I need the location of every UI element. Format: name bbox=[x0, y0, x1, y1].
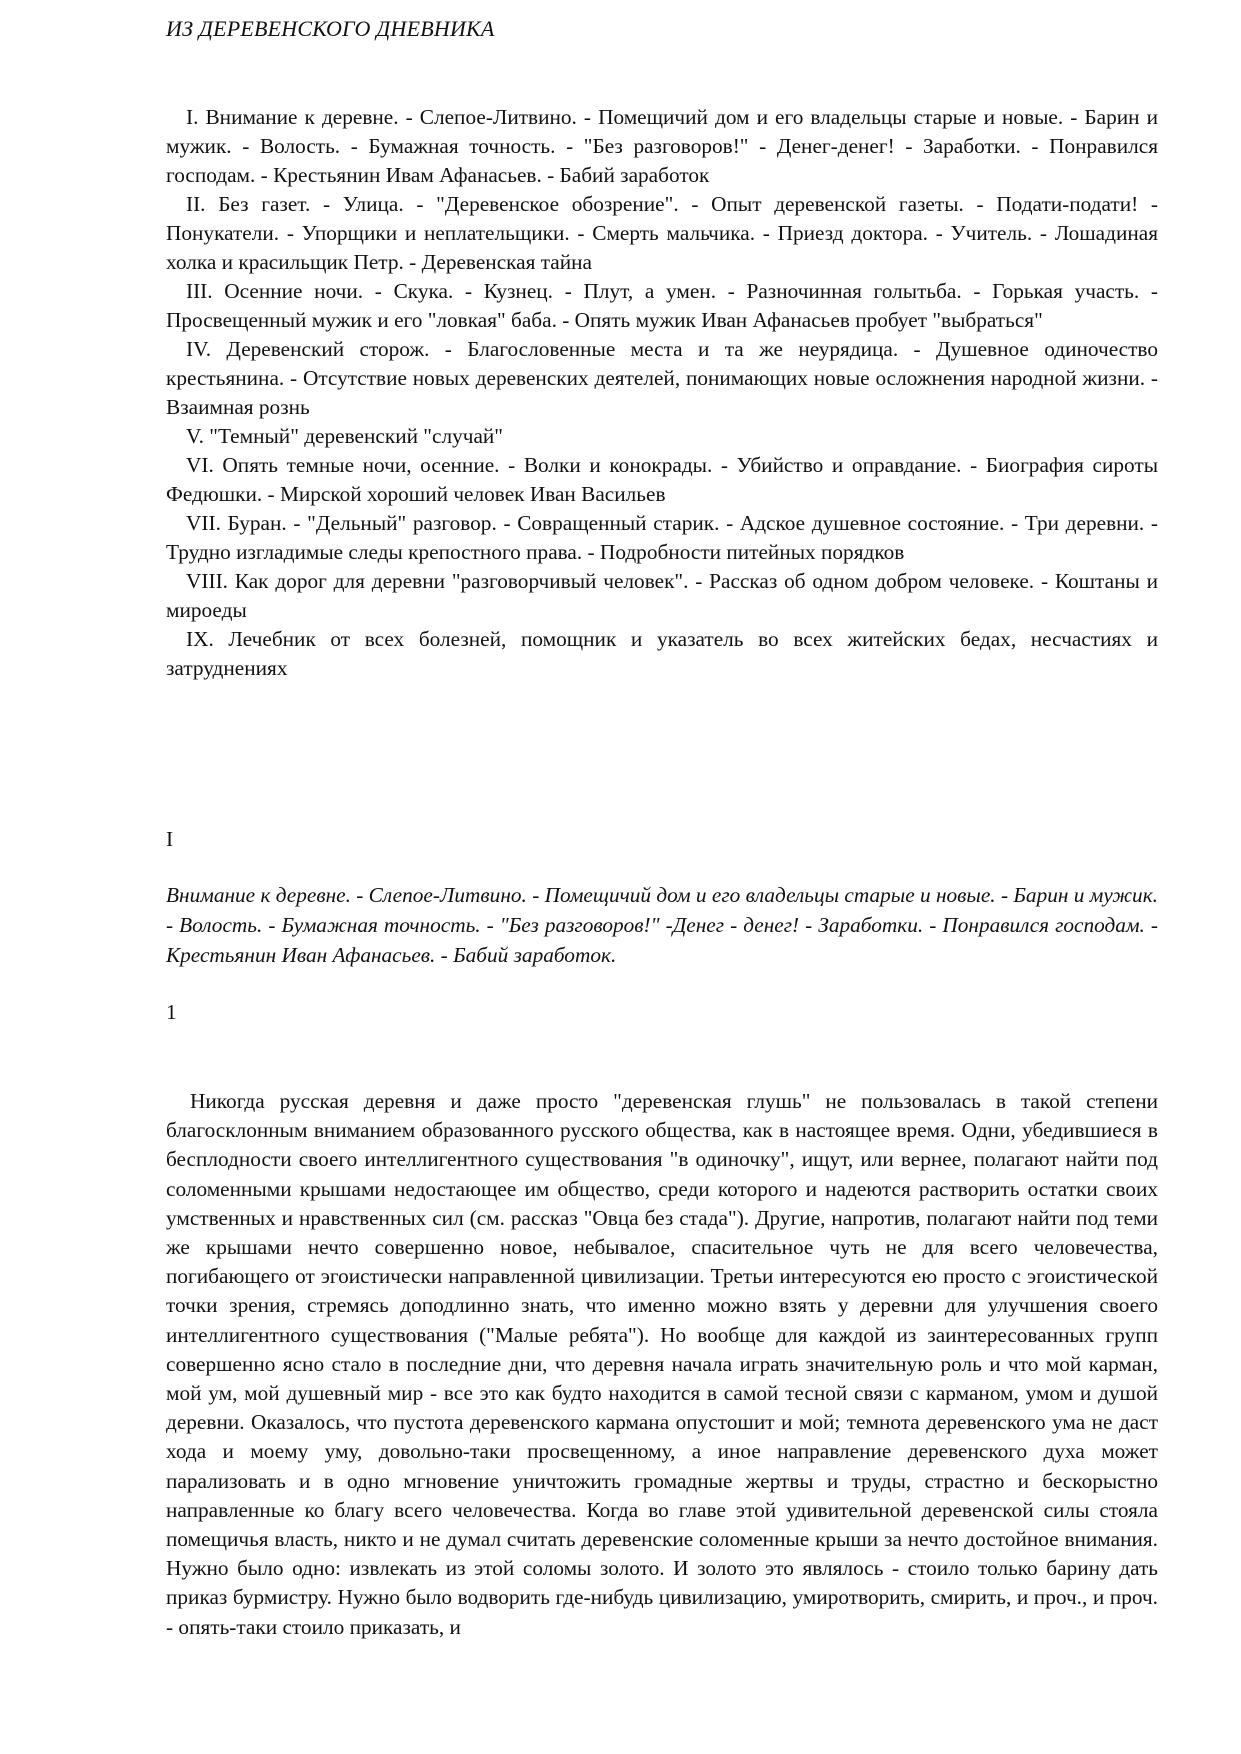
contents-entry-3: III. Осенние ночи. - Скука. - Кузнец. - Плут, а умен. - Разночинная голытьба. - Горькая участь. - Просвещенный мужик и его "ловкая" баба. - Опять мужик Иван Афанасьев пробует "выбраться" bbox=[166, 279, 1158, 332]
contents-entry-8: VIII. Как дорог для деревни "разговорчивый человек". - Рассказ об одном добром человеке. - Коштаны и мироеды bbox=[166, 569, 1158, 622]
chapter-summary: Внимание к деревне. - Слепое-Литвино. - Помещичий дом и его владельцы старые и новые. - Барин и мужик. - Волость. - Бумажная точность. - "Без разговоров!" -Денег - денег! - Заработки. - Понравился господам. - Крестьянин Иван Афанасьев. - Бабий заработок. bbox=[166, 883, 1158, 967]
contents-entry-4: IV. Деревенский сторож. - Благословенные места и та же неурядица. - Душевное одиночество крестьянина. - Отсутствие новых деревенских деятелей, понимающих новые осложнения народной жизни. - Взаимная рознь bbox=[166, 337, 1158, 419]
table-of-contents bbox=[166, 103, 1158, 683]
contents-entry-1: I. Внимание к деревне. - Слепое-Литвино. - Помещичий дом и его владельцы старые и новые. - Барин и мужик. - Волость. - Бумажная точность. - "Без разговоров!" - Денег-денег! - Заработки. - Понравился господам. - Крестьянин Ивам Афанасьев. - Бабий заработок bbox=[166, 105, 1158, 187]
contents-entry-7: VII. Буран. - "Дельный" разговор. - Совращенный старик. - Адское душевное состояние. - Три деревни. - Трудно изгладимые следы крепостного права. - Подробности питейных порядков bbox=[166, 511, 1158, 564]
contents-entry-6: VI. Опять темные ночи, осенние. - Волки и конокрады. - Убийство и оправдание. - Биография сироты Федюшки. - Мирской хороший человек Иван Васильев bbox=[166, 453, 1158, 506]
chapter-number: I bbox=[166, 827, 174, 851]
contents-entry-5: V. "Темный" деревенский "случай" bbox=[186, 424, 503, 448]
document-title: ИЗ ДЕРЕВЕНСКОГО ДНЕВНИКА bbox=[166, 16, 495, 41]
contents-entry-9: IX. Лечебник от всех болезней, помощник и указатель во всех житейских бедах, несчастиях и затруднениях bbox=[166, 627, 1158, 680]
contents-entry-2: II. Без газет. - Улица. - "Деревенское обозрение". - Опыт деревенской газеты. - Подати-подати! - Понукатели. - Упорщики и неплательщики. - Смерть мальчика. - Приезд доктора. - Учитель. - Лошадиная холка и красильщик Петр. - Деревенская тайна bbox=[166, 192, 1158, 274]
section-number: 1 bbox=[166, 1000, 177, 1024]
body-paragraph: Никогда русская деревня и даже просто "деревенская глушь" не пользовалась в такой степени благосклонным вниманием образованного русского общества, как в настоящее время. Одни, убедившиеся в бесплодности своего интеллигентного существования "в одиночку", ищут, или вернее, полагают найти под соломенными крышами недостающее им общество, среди которого и надеются растворить остатки своих умственных и нравственных сил (см. рассказ "Овца без стада"). Другие, напротив, полагают найти под теми же крышами нечто совершенно новое, небывалое, спасительное чуть не для всего человечества, погибающего от эгоистически направленной цивилизации. Третьи интересуются ею просто с эгоистической точки зрения, стремясь доподлинно знать, что именно можно взять у деревни для улучшения своего интеллигентного существования ("Малые ребята"). Но вообще для каждой из заинтересованных групп совершенно ясно стало в последние дни, что деревня начала играть значительную роль и что мой карман, мой ум, мой душевный мир - все это как будто находится в самой тесной связи с карманом, умом и душой деревни. Оказалось, что пустота деревенского кармана опустошит и мой; темнота деревенского ума не даст хода и моему уму, довольно-таки просвещенному, а иное направление деревенского духа может парализовать и в одно мгновение уничтожить громадные жертвы и труды, страстно и бескорыстно направленные ко благу всего человечества. Когда во главе этой удивительной деревенской силы стояла помещичья власть, никто и не думал считать деревенские соломенные крыши за нечто достойное внимания. Нужно было одно: извлекать из этой соломы золото. И золото это являлось - стоило только барину дать приказ бурмистру. Нужно было водворить где-нибудь цивилизацию, умиротворить, смирить, и проч., и проч. - опять-таки стоило приказать, и bbox=[166, 1089, 1158, 1639]
